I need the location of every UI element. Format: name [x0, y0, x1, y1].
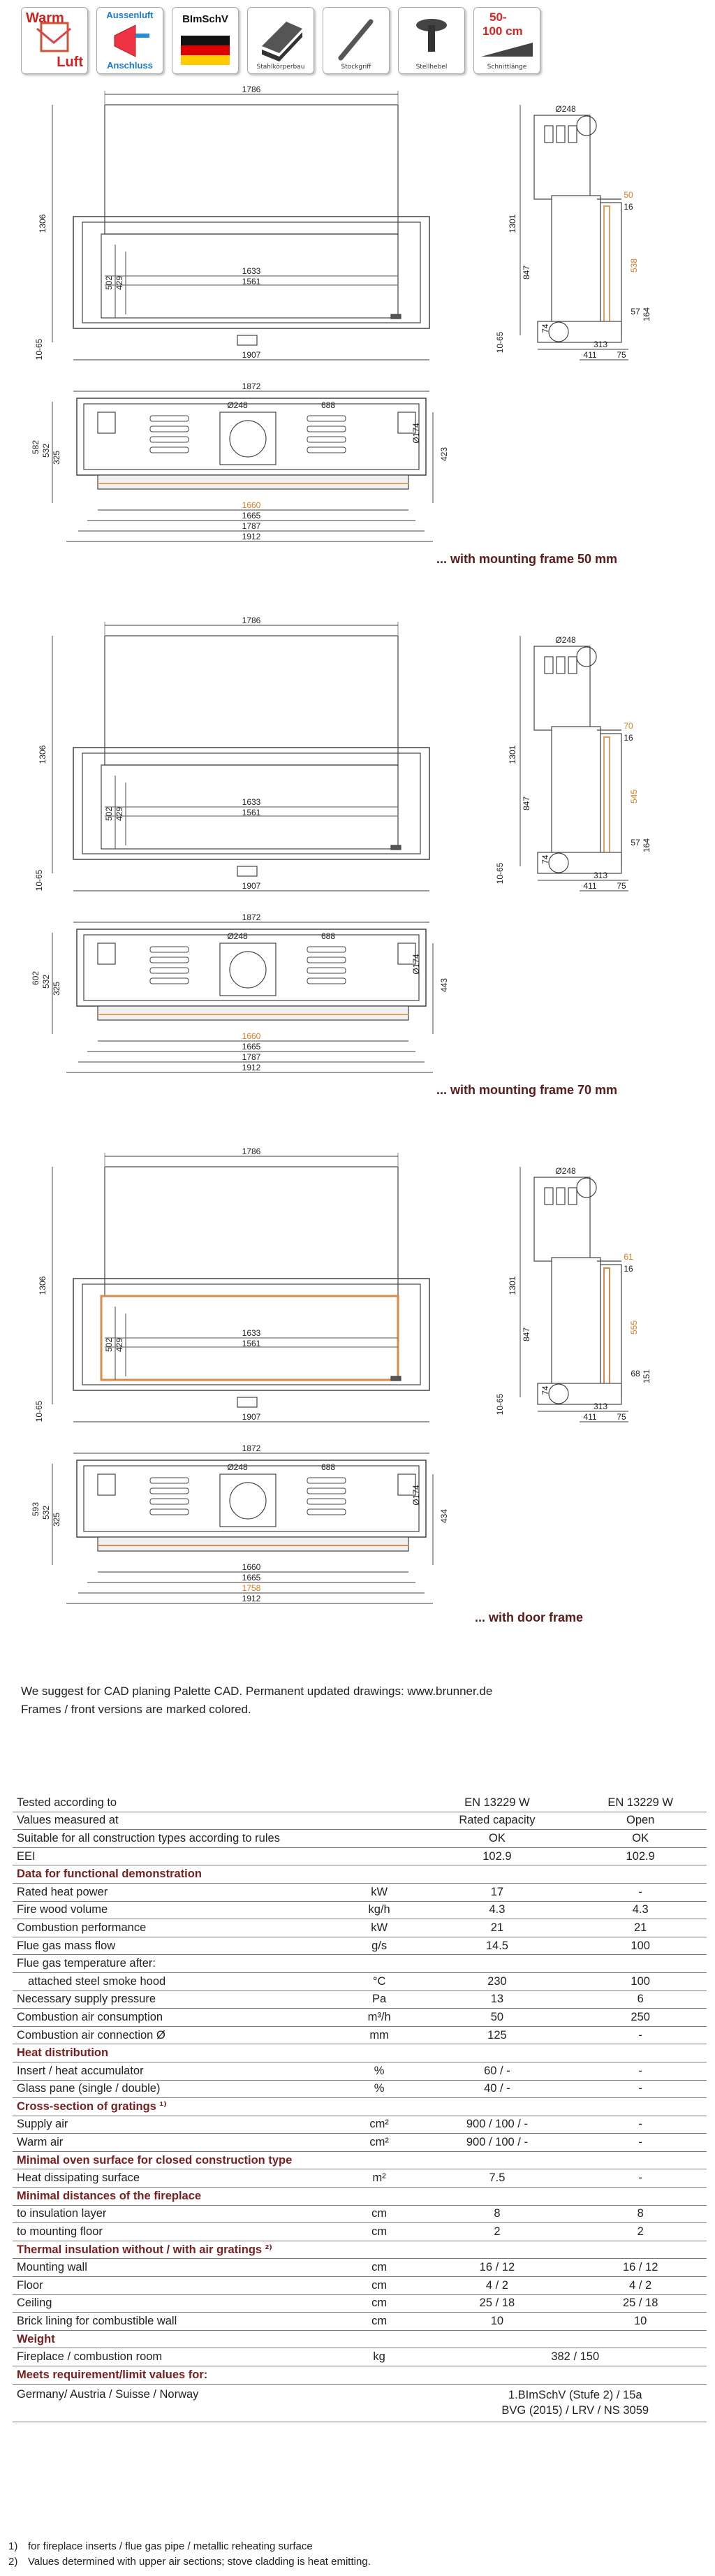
dim-side-w2: 411 — [583, 350, 597, 360]
drawing-set-3 — [0, 1146, 715, 1663]
row-unit — [339, 1955, 420, 1973]
section-label: Data for functional demonstration — [13, 1865, 707, 1884]
dim-plan-h2: 532 — [41, 974, 51, 989]
dim-front-width-bottom: 1907 — [242, 881, 261, 891]
dim-side-flue: Ø248 — [555, 1166, 576, 1176]
table-row — [13, 1794, 707, 1812]
dim-side-d2: 16 — [624, 1264, 633, 1274]
footnote-1: 1) for fireplace inserts / flue gas pipe / metallic reheating surface — [8, 2540, 313, 2552]
row-value-rated: 8 — [420, 2205, 574, 2223]
dim-front-h2: 429 — [115, 1337, 124, 1353]
section-label: Thermal insulation without / with air gratings ²⁾ — [13, 2241, 707, 2259]
cad-note-line-2: Frames / front versions are marked colored. — [21, 1703, 251, 1716]
bimschv-text: BImSchV — [182, 13, 228, 25]
dim-side-total-height: 1301 — [508, 214, 517, 233]
dim-side-w3: 75 — [617, 881, 626, 891]
table-section-heading — [13, 2330, 707, 2348]
dim-front-inner-2: 1561 — [242, 808, 261, 817]
dim-plan-w2: 1665 — [242, 1042, 261, 1051]
row-value-open: Open — [574, 1812, 707, 1830]
row-unit: cm — [339, 2294, 420, 2313]
dim-front-width-bottom: 1907 — [242, 1412, 261, 1422]
row-value-rated: 21 — [420, 1919, 574, 1937]
cut-range-text-1: 50- — [489, 10, 507, 24]
bimschv-icon — [172, 7, 239, 74]
table-row — [13, 2009, 707, 2027]
row-value-open: - — [574, 2026, 707, 2044]
row-value-rated: 102.9 — [420, 1847, 574, 1865]
dim-front-inner-1: 1633 — [242, 266, 261, 276]
row-label: Fireplace / combustion room — [13, 2348, 339, 2366]
footnotes — [8, 2539, 371, 2570]
dim-plan-w3: 1787 — [242, 521, 261, 531]
dim-side-w2: 411 — [583, 1412, 597, 1422]
dim-plan-w2: 1665 — [242, 1573, 261, 1582]
dim-plan-w2: 1665 — [242, 511, 261, 521]
row-unit — [339, 1812, 420, 1830]
row-unit: kW — [339, 1919, 420, 1937]
table-row — [13, 1830, 707, 1848]
anschluss-text: Anschluss — [107, 60, 153, 71]
dim-plan-flue: Ø248 — [227, 1462, 248, 1472]
dim-side-w1: 313 — [593, 871, 608, 880]
table-section-heading — [13, 2151, 707, 2169]
row-value-open: 4 / 2 — [574, 2277, 707, 2295]
row-unit: cm² — [339, 2116, 420, 2134]
row-unit: cm — [339, 2313, 420, 2331]
table-row — [13, 1991, 707, 2009]
row-label: Combustion air consumption — [13, 2009, 339, 2027]
row-value-open: 100 — [574, 1972, 707, 1991]
dim-plan-h1: 602 — [31, 970, 40, 986]
dim-side-d4: 151 — [642, 1369, 651, 1384]
stick-handle-icon — [323, 7, 390, 74]
section-label: Weight — [13, 2330, 707, 2348]
dim-side-d1: 61 — [624, 1252, 633, 1262]
dim-side-w1: 313 — [593, 1402, 608, 1411]
row-value: 382 / 150 — [420, 2348, 707, 2366]
side-view — [520, 105, 628, 360]
row-unit: cm² — [339, 2134, 420, 2152]
row-label: Combustion performance — [13, 1919, 339, 1937]
steel-body-caption: Stahlkörperbau — [256, 64, 305, 71]
dim-front-width-top: 1786 — [242, 85, 261, 94]
table-row — [13, 1972, 707, 1991]
steel-body-icon — [247, 7, 314, 74]
row-unit: cm — [339, 2205, 420, 2223]
dim-side-d3: 57 — [631, 838, 640, 847]
dim-side-d3: 68 — [631, 1369, 640, 1378]
dim-plan-h3: 325 — [52, 1512, 61, 1527]
aussenluft-text: Aussenluft — [106, 10, 154, 20]
cad-note-line-1: We suggest for CAD planing Palette CAD. Permanent updated drawings: www.brunner.de — [21, 1684, 493, 1698]
row-value-rated: 40 / - — [420, 2080, 574, 2098]
row-unit: m² — [339, 2169, 420, 2188]
row-value-open: 6 — [574, 1991, 707, 2009]
row-unit: Pa — [339, 1991, 420, 2009]
dim-side-flue: Ø248 — [555, 104, 576, 114]
dim-side-d4: 164 — [642, 307, 651, 322]
dim-side-orange-height: 538 — [629, 258, 639, 273]
table-row — [13, 1847, 707, 1865]
row-value-open: 250 — [574, 2009, 707, 2027]
frame-variant-label: ... with mounting frame 50 mm — [436, 552, 618, 566]
row-unit: m³/h — [339, 2009, 420, 2027]
dim-plan-w4: 1912 — [242, 1063, 261, 1072]
dim-side-w2: 411 — [583, 881, 597, 891]
dim-plan-h2: 532 — [41, 1505, 51, 1520]
table-row — [13, 1901, 707, 1919]
row-label: Fire wood volume — [13, 1901, 339, 1919]
dim-plan-oxygen: Ø174 — [411, 423, 421, 444]
row-label: Mounting wall — [13, 2259, 339, 2277]
lever-caption: Stellhebel — [415, 64, 448, 71]
dim-front-h1: 502 — [104, 806, 114, 822]
table-section-heading — [13, 2241, 707, 2259]
table-row — [13, 2384, 707, 2422]
row-value-open: - — [574, 2062, 707, 2080]
dim-front-h2: 429 — [115, 806, 124, 822]
dim-side-mid-height: 847 — [522, 265, 531, 280]
row-value-rated: 7.5 — [420, 2169, 574, 2188]
dim-plan-w1: 1660 — [242, 1562, 261, 1572]
technical-drawing — [0, 615, 715, 1132]
dim-plan-w3: 1787 — [242, 1052, 261, 1062]
stick-handle-caption: Stockgriff — [341, 64, 371, 71]
row-value-rated: 4.3 — [420, 1901, 574, 1919]
dim-side-w3: 75 — [617, 350, 626, 360]
dim-front-depth: 10-65 — [34, 1400, 44, 1422]
cad-note — [21, 1682, 492, 1719]
dim-side-depth: 10-65 — [495, 331, 505, 354]
dim-plan-height-right: 434 — [439, 1508, 449, 1524]
row-label: to mounting floor — [13, 2223, 339, 2241]
drawing-set-2 — [0, 615, 715, 1132]
row-value-rated — [420, 1955, 574, 1973]
table-section-heading — [13, 2366, 707, 2385]
table-row — [13, 2294, 707, 2313]
row-value-rated: 25 / 18 — [420, 2294, 574, 2313]
dim-plan-h3: 325 — [52, 450, 61, 465]
dim-plan-oxygen: Ø174 — [411, 1485, 421, 1506]
dim-plan-w1: 1660 — [242, 500, 261, 510]
cut-edge-caption: Schnittlänge — [487, 64, 527, 71]
frame-variant-label: ... with door frame — [475, 1610, 584, 1624]
dim-plan-height-right: 443 — [439, 977, 449, 993]
dim-side-mid-height: 847 — [522, 1327, 531, 1342]
frame-variant-label: ... with mounting frame 70 mm — [436, 1083, 618, 1097]
table-section-heading — [13, 2044, 707, 2062]
row-unit: mm — [339, 2026, 420, 2044]
dim-side-d5: 74 — [540, 1385, 550, 1395]
dim-side-d3: 57 — [631, 307, 640, 316]
table-row — [13, 2205, 707, 2223]
row-unit — [339, 1794, 420, 1812]
dim-plan-flue: Ø248 — [227, 400, 248, 410]
table-row — [13, 2259, 707, 2277]
row-label: Supply air — [13, 2116, 339, 2134]
dim-side-orange-height: 545 — [629, 789, 639, 804]
row-value-rated: 60 / - — [420, 2062, 574, 2080]
front-view — [52, 1153, 429, 1422]
row-unit: kg — [339, 2348, 420, 2366]
row-label: Flue gas mass flow — [13, 1937, 339, 1955]
dim-side-total-height: 1301 — [508, 745, 517, 764]
technical-drawing — [0, 84, 715, 601]
table-row — [13, 2313, 707, 2331]
row-value-rated: 13 — [420, 1991, 574, 2009]
section-label: Minimal oven surface for closed construction type — [13, 2151, 707, 2169]
row-value-open: EN 13229 W — [574, 1794, 707, 1812]
table-row — [13, 2277, 707, 2295]
footnote-2: 2) Values determined with upper air sections; stove cladding is heat emitting. — [8, 2556, 371, 2568]
dim-plan-w4: 1912 — [242, 1594, 261, 1603]
feature-icon-row — [21, 7, 540, 74]
dim-side-d5: 74 — [540, 854, 550, 864]
dim-side-d4: 164 — [642, 838, 651, 853]
dim-plan-h2: 532 — [41, 443, 51, 458]
row-unit: °C — [339, 1972, 420, 1991]
dim-side-d2: 16 — [624, 733, 633, 743]
row-label: Values measured at — [13, 1812, 339, 1830]
row-label: Suitable for all construction types according to rules — [13, 1830, 339, 1848]
table-row — [13, 2134, 707, 2152]
table-row — [13, 2116, 707, 2134]
row-value-rated: 900 / 100 / - — [420, 2116, 574, 2134]
row-unit: % — [339, 2080, 420, 2098]
row-value-open: - — [574, 2080, 707, 2098]
dim-side-total-height: 1301 — [508, 1276, 517, 1295]
side-view — [520, 636, 628, 891]
dim-front-h2: 429 — [115, 275, 124, 291]
front-view — [52, 622, 429, 891]
row-value-rated: 2 — [420, 2223, 574, 2241]
dim-front-inner-1: 1633 — [242, 1328, 261, 1338]
table-section-heading — [13, 1865, 707, 1884]
table-row — [13, 2062, 707, 2080]
table-row — [13, 1955, 707, 1973]
row-label: Ceiling — [13, 2294, 339, 2313]
dim-plan-w4: 1912 — [242, 532, 261, 541]
table-section-heading — [13, 2188, 707, 2206]
section-label: Heat distribution — [13, 2044, 707, 2062]
row-label: Germany/ Austria / Suisse / Norway — [13, 2384, 339, 2422]
row-label: Flue gas temperature after: — [13, 1955, 339, 1973]
warm-text: Warm — [26, 10, 64, 26]
row-label: Rated heat power — [13, 1883, 339, 1901]
table-row — [13, 2348, 707, 2366]
row-unit: % — [339, 2062, 420, 2080]
external-air-icon — [96, 7, 163, 74]
row-value-rated: EN 13229 W — [420, 1794, 574, 1812]
table-row — [13, 1937, 707, 1955]
dim-front-height: 1306 — [38, 1276, 47, 1295]
cut-edge-icon — [473, 7, 540, 74]
row-unit: cm — [339, 2223, 420, 2241]
dim-plan-height-right: 423 — [439, 446, 449, 462]
dim-plan-h1: 582 — [31, 439, 40, 455]
section-label: Meets requirement/limit values for: — [13, 2366, 707, 2385]
row-unit — [339, 1830, 420, 1848]
dim-front-inner-2: 1561 — [242, 277, 261, 286]
dim-side-d2: 16 — [624, 202, 633, 212]
row-value-open: 10 — [574, 2313, 707, 2331]
row-value-rated: 10 — [420, 2313, 574, 2331]
row-label: Warm air — [13, 2134, 339, 2152]
dim-side-flue: Ø248 — [555, 635, 576, 645]
dim-plan-w3: 1758 — [242, 1583, 261, 1593]
row-value-open: OK — [574, 1830, 707, 1848]
technical-data-table — [13, 1794, 707, 2422]
row-label: Necessary supply pressure — [13, 1991, 339, 2009]
dim-front-h1: 502 — [104, 1337, 114, 1353]
cut-range-text-2: 100 cm — [482, 24, 523, 38]
row-value-open: 25 / 18 — [574, 2294, 707, 2313]
dim-front-width-top: 1786 — [242, 1147, 261, 1156]
dim-side-d1: 70 — [624, 721, 633, 731]
row-unit — [339, 1847, 420, 1865]
dim-front-height: 1306 — [38, 745, 47, 764]
row-value-rated: 125 — [420, 2026, 574, 2044]
row-value-rated: 14.5 — [420, 1937, 574, 1955]
table-row — [13, 2080, 707, 2098]
dim-plan-h1: 593 — [31, 1501, 40, 1517]
warm-air-icon — [21, 7, 88, 74]
row-label: Floor — [13, 2277, 339, 2295]
dim-plan-w1: 1660 — [242, 1031, 261, 1041]
dim-plan-width-top: 1872 — [242, 1443, 261, 1453]
row-value-rated: 900 / 100 / - — [420, 2134, 574, 2152]
dim-front-depth: 10-65 — [34, 869, 44, 892]
dim-side-d1: 50 — [624, 190, 633, 200]
drawing-set-1 — [0, 84, 715, 601]
row-label: Brick lining for combustible wall — [13, 2313, 339, 2331]
dim-side-depth: 10-65 — [495, 862, 505, 885]
row-value-open: - — [574, 2169, 707, 2188]
technical-drawing — [0, 1146, 715, 1663]
dim-plan-width-right: 688 — [320, 931, 336, 941]
table-row — [13, 1883, 707, 1901]
dim-plan-flue: Ø248 — [227, 931, 248, 941]
row-value-open: - — [574, 1883, 707, 1901]
table-row — [13, 1812, 707, 1830]
dim-front-depth: 10-65 — [34, 338, 44, 361]
table-section-heading — [13, 2098, 707, 2116]
row-value-open: 2 — [574, 2223, 707, 2241]
row-label: attached steel smoke hood — [13, 1972, 339, 1991]
row-unit: kg/h — [339, 1901, 420, 1919]
row-value-rated: 16 / 12 — [420, 2259, 574, 2277]
section-label: Minimal distances of the fireplace — [13, 2188, 707, 2206]
dim-front-inner-1: 1633 — [242, 797, 261, 807]
dim-plan-oxygen: Ø174 — [411, 954, 421, 975]
dim-front-h1: 502 — [104, 275, 114, 291]
table-row — [13, 2169, 707, 2188]
front-view — [52, 91, 429, 360]
row-value-rated: OK — [420, 1830, 574, 1848]
dim-plan-width-top: 1872 — [242, 912, 261, 922]
dim-front-inner-2: 1561 — [242, 1339, 261, 1348]
row-value-rated: Rated capacity — [420, 1812, 574, 1830]
dim-side-orange-height: 555 — [629, 1320, 639, 1335]
dim-front-width-bottom: 1907 — [242, 350, 261, 360]
row-unit: cm — [339, 2259, 420, 2277]
dim-plan-h3: 325 — [52, 981, 61, 996]
row-unit: g/s — [339, 1937, 420, 1955]
row-value-rated: 17 — [420, 1883, 574, 1901]
table-row — [13, 2026, 707, 2044]
row-value-rated: 50 — [420, 2009, 574, 2027]
dim-plan-width-right: 688 — [320, 1462, 336, 1472]
dim-front-width-top: 1786 — [242, 616, 261, 625]
row-value: 1.BImSchV (Stufe 2) / 15a BVG (2015) / LRV / NS 3059 — [420, 2384, 707, 2422]
lever-icon — [398, 7, 465, 74]
row-value-rated: 4 / 2 — [420, 2277, 574, 2295]
row-value-open: - — [574, 2116, 707, 2134]
row-unit: kW — [339, 1883, 420, 1901]
row-unit: cm — [339, 2277, 420, 2295]
dim-side-w3: 75 — [617, 1412, 626, 1422]
row-value-rated: 230 — [420, 1972, 574, 1991]
row-value-open: - — [574, 2134, 707, 2152]
table-row — [13, 2223, 707, 2241]
row-label: to insulation layer — [13, 2205, 339, 2223]
table-row — [13, 1919, 707, 1937]
row-value-open: 21 — [574, 1919, 707, 1937]
dim-side-w1: 313 — [593, 340, 608, 349]
row-value-open: 100 — [574, 1937, 707, 1955]
dim-side-depth: 10-65 — [495, 1393, 505, 1416]
row-value-open: 4.3 — [574, 1901, 707, 1919]
row-label: Insert / heat accumulator — [13, 2062, 339, 2080]
dim-plan-width-right: 688 — [320, 400, 336, 410]
dim-side-d5: 74 — [540, 323, 550, 333]
row-label: EEI — [13, 1847, 339, 1865]
side-view — [520, 1167, 628, 1422]
luft-text: Luft — [57, 54, 83, 70]
row-value-open: 8 — [574, 2205, 707, 2223]
row-label: Heat dissipating surface — [13, 2169, 339, 2188]
dim-side-mid-height: 847 — [522, 796, 531, 811]
row-label: Glass pane (single / double) — [13, 2080, 339, 2098]
row-label: Tested according to — [13, 1794, 339, 1812]
row-value-open — [574, 1955, 707, 1973]
dim-plan-width-top: 1872 — [242, 381, 261, 391]
row-value-open: 102.9 — [574, 1847, 707, 1865]
section-label: Cross-section of gratings ¹⁾ — [13, 2098, 707, 2116]
dim-front-height: 1306 — [38, 214, 47, 233]
row-value-open: 16 / 12 — [574, 2259, 707, 2277]
row-label: Combustion air connection Ø — [13, 2026, 339, 2044]
